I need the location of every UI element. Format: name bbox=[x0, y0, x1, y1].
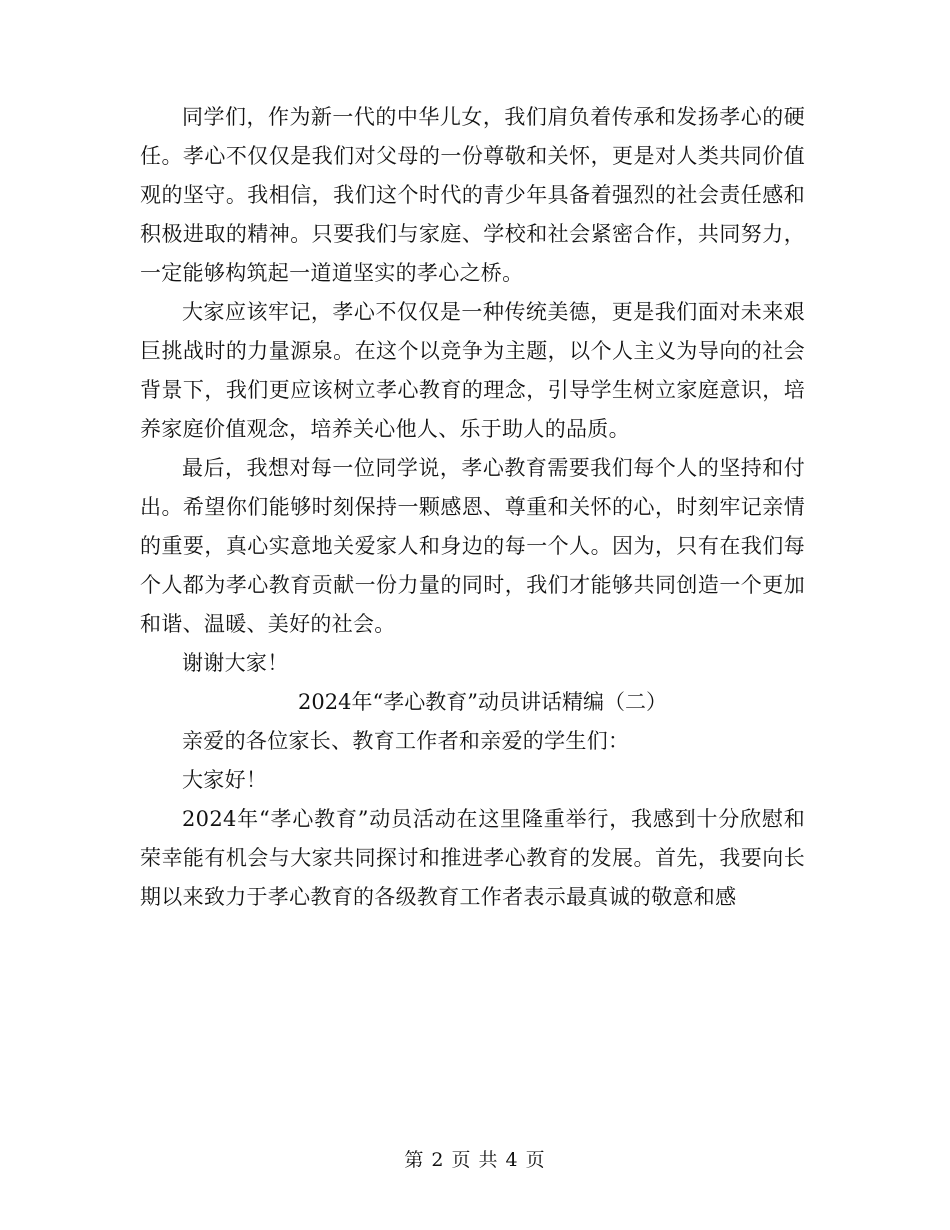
paragraph-1: 同学们，作为新一代的中华儿女，我们肩负着传承和发扬孝心的硬任。孝心不仅仅是我们对父母的一份尊敬和关怀，更是对人类共同价值观的坚守。我相信，我们这个时代的青少年具备着强烈的社会责任感和积极进取的精神。只要我们与家庭、学校和社会紧密合作，共同努力，一定能够构筑起一道道坚实的孝心之桥。 bbox=[140, 105, 805, 285]
document-body bbox=[140, 98, 805, 917]
salutation: 亲爱的各位家长、教育工作者和亲爱的学生们： bbox=[182, 729, 630, 753]
closing-thanks: 谢谢大家！ bbox=[182, 651, 289, 675]
paragraph-3: 最后，我想对每一位同学说，孝心教育需要我们每个人的坚持和付出。希望你们能够时刻保持一颗感恩、尊重和关怀的心，时刻牢记亲情的重要，真心实意地关爱家人和身边的每一个人。因为，只有在我们每个人都为孝心教育贡献一份力量的同时，我们才能够共同创造一个更加和谐、温暖、美好的社会。 bbox=[140, 456, 805, 636]
section-heading: 2024年“孝心教育”动员讲话精编（二） bbox=[298, 690, 667, 714]
greeting: 大家好！ bbox=[182, 768, 268, 792]
paragraph-2: 大家应该牢记，孝心不仅仅是一种传统美德，更是我们面对未来艰巨挑战时的力量源泉。在这个以竞争为主题，以个人主义为导向的社会背景下，我们更应该树立孝心教育的理念，引导学生树立家庭意识，培养家庭价值观念，培养关心他人、乐于助人的品质。 bbox=[140, 300, 805, 441]
opening-paragraph: 2024年“孝心教育”动员活动在这里隆重举行，我感到十分欣慰和荣幸能有机会与大家共同探讨和推进孝心教育的发展。首先，我要向长期以来致力于孝心教育的各级教育工作者表示最真诚的敬意和感 bbox=[140, 807, 805, 909]
page-number-footer: 第 2 页 共 4 页 bbox=[404, 1149, 546, 1171]
